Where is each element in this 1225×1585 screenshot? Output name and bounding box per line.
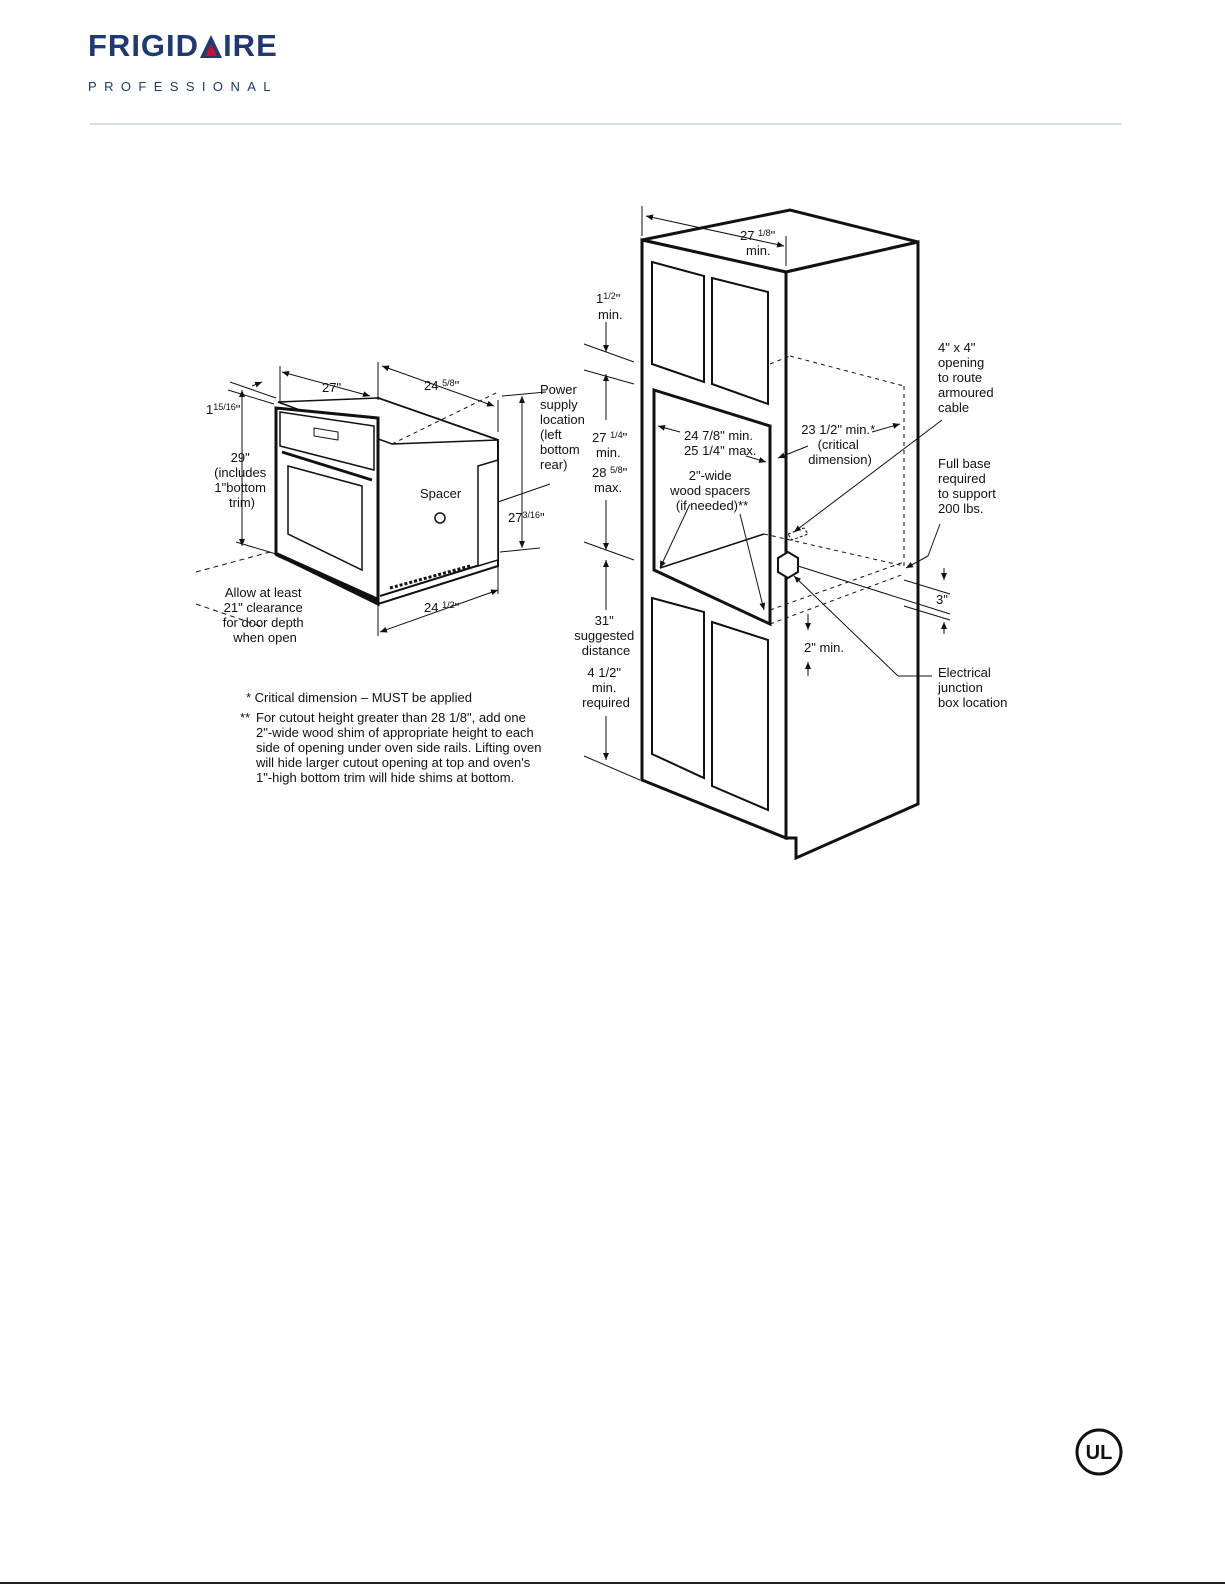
cutout-width-min: 24 7/8" min. bbox=[684, 428, 753, 443]
bottom-gap-label: 2" min. bbox=[804, 640, 845, 655]
svg-text:UL: UL bbox=[1085, 1442, 1113, 1464]
power-supply-label: Power supply location (left bottom rear) bbox=[540, 382, 585, 472]
cutout-height-min-label: 27 $^{1/4}$" bbox=[592, 430, 628, 445]
cabinet-top-width-min: min. bbox=[746, 243, 771, 258]
installation-notes bbox=[240, 690, 545, 785]
oven-illustration bbox=[276, 392, 498, 604]
clearance-label: Allow at least 21" clearance for door depth when open bbox=[222, 585, 304, 645]
oven-bottom-width-label: 24 $^{1/2}$" bbox=[424, 600, 460, 615]
ul-certification-logo bbox=[1074, 1427, 1124, 1477]
cutout-note-mark: ** bbox=[240, 710, 251, 725]
oven-depth-label: 27" bbox=[322, 380, 342, 395]
cutout-height-min: min. bbox=[596, 445, 621, 460]
oven-trim-width-label: 24 $^{5/8}$" bbox=[424, 378, 460, 393]
brand-name-start: FRIGID bbox=[88, 28, 200, 63]
cable-opening-label: 4" x 4" opening to route armoured cable bbox=[938, 340, 994, 415]
cabinet-top-gap-min: min. bbox=[598, 307, 623, 322]
junction-box-label: Electrical junction box location bbox=[938, 665, 1008, 710]
oven-side-height-label: $27^{3/16}$" bbox=[508, 510, 545, 525]
cutout-height-max: max. bbox=[594, 480, 623, 495]
bottom-min-label: 4 1/2" min. required bbox=[582, 665, 630, 710]
brand-subtitle: PROFESSIONAL bbox=[88, 79, 278, 94]
critical-depth-label: 23 1/2" min.* (critical dimension) bbox=[801, 422, 876, 467]
wood-spacers-label: 2"-wide wood spacers (if needed)** bbox=[670, 468, 751, 513]
base-height-label: 3" bbox=[936, 592, 948, 607]
brand-name-end: IRE bbox=[223, 28, 278, 63]
suggested-distance-label: 31" suggested distance bbox=[574, 613, 635, 658]
full-base-label: Full base required to support 200 lbs. bbox=[938, 456, 996, 516]
cutout-height-max-label: 28 $^{5/8}$" bbox=[592, 465, 628, 480]
cabinet-top-width-label: 27 $^{1/8}$" bbox=[740, 228, 776, 243]
critical-dimension-note: * Critical dimension – MUST be applied bbox=[246, 690, 472, 705]
cutout-width-max: 25 1/4" max. bbox=[684, 443, 757, 458]
footer-divider bbox=[0, 1582, 1225, 1584]
oven-height-label: 29" (includes 1"bottom trim) bbox=[214, 450, 267, 510]
cabinet-illustration bbox=[642, 210, 918, 858]
cabinet-top-gap-label: $1^{1/2}$" bbox=[596, 291, 621, 306]
spacer-label: Spacer bbox=[420, 486, 462, 501]
cutout-note: For cutout height greater than 28 1/8", add one 2"-wide wood shim of appropriate height to each side of opening under oven side rails. Lifting oven will hide larger cutout opening at top and oven's 1"-high bottom trim will hide shims at bottom. bbox=[256, 710, 542, 785]
oven-door-offset-label: $1^{15/16}$" bbox=[206, 402, 241, 417]
